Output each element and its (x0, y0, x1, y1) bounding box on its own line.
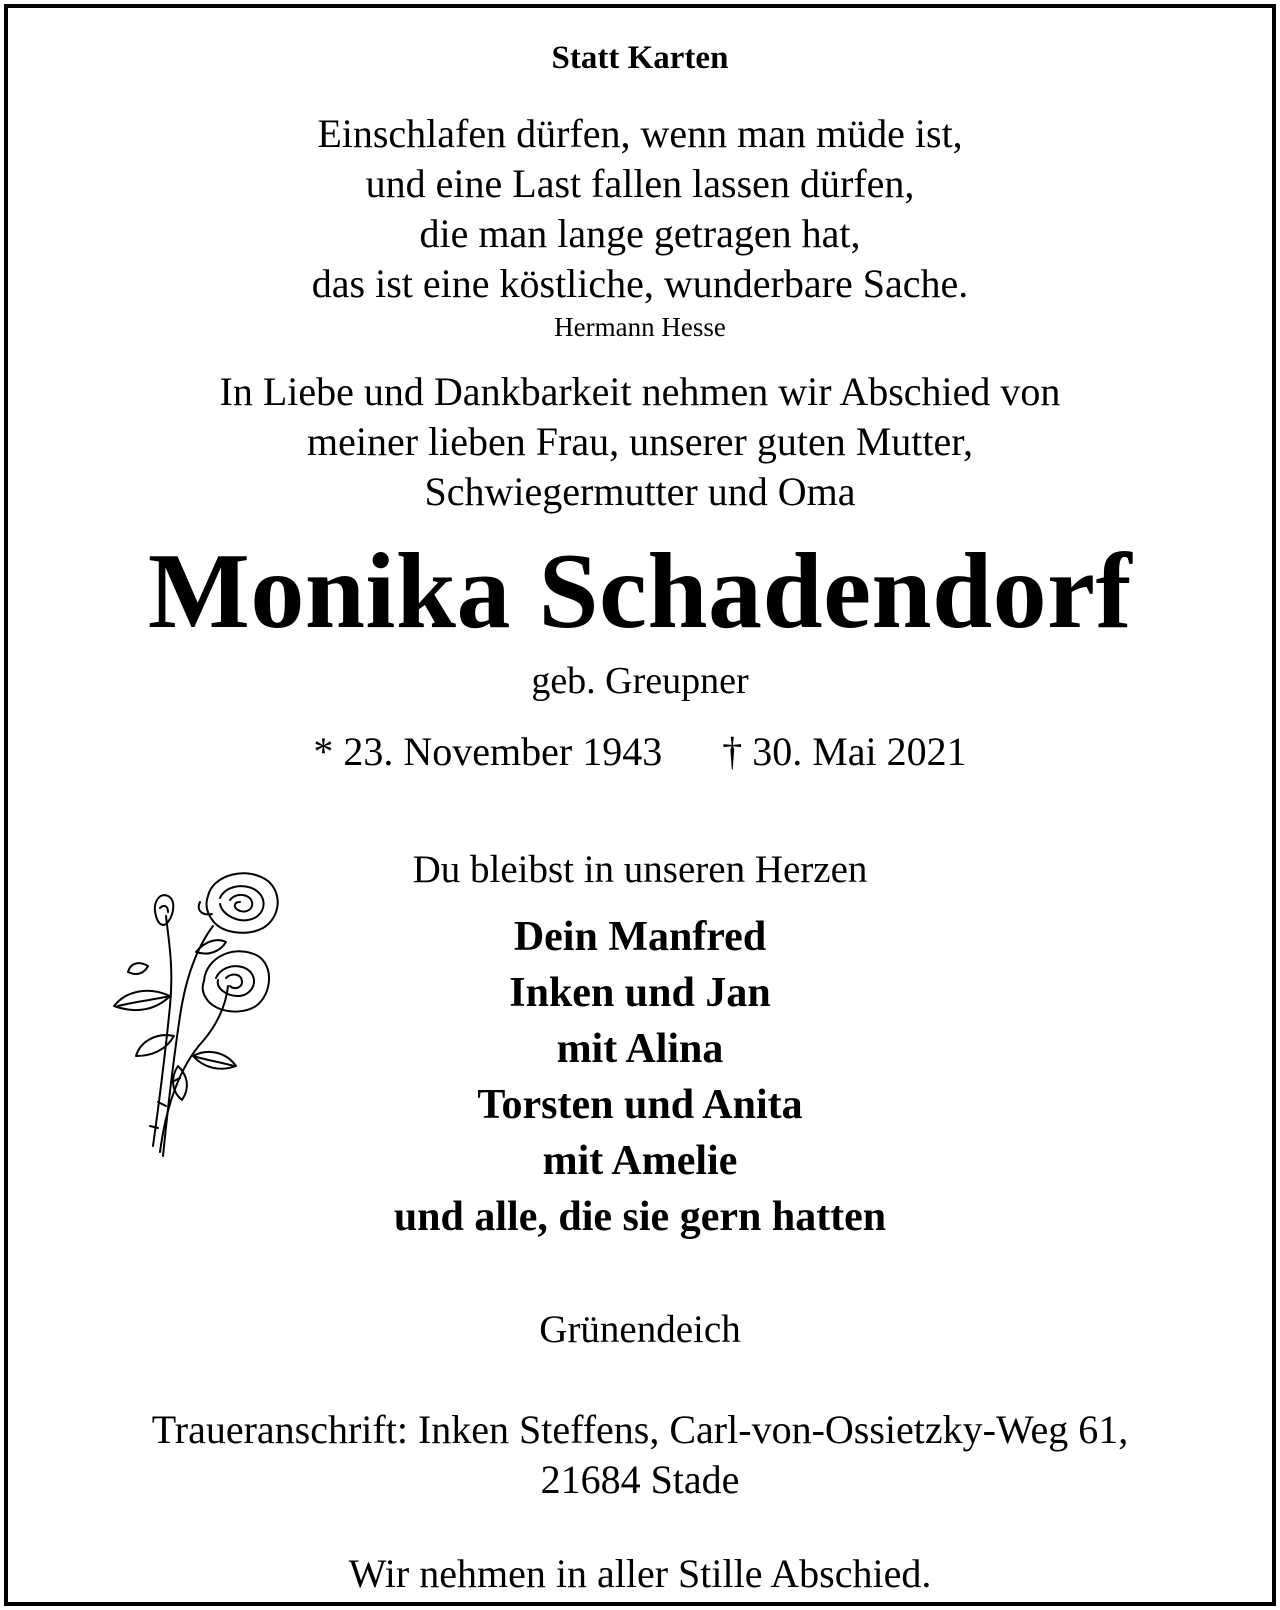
family-line-4: Torsten und Anita (477, 1082, 803, 1128)
intro-line-3: Schwiegermutter und Oma (424, 469, 856, 514)
birth-date: * 23. November 1943 (313, 729, 663, 774)
family-line-2: Inken und Jan (509, 970, 771, 1016)
place-name: Grünendeich (539, 1308, 741, 1351)
maiden-name: geb. Greupner (531, 660, 749, 702)
intro-line-2: meiner lieben Frau, unserer guten Mutter, (307, 419, 973, 464)
address-line-2: 21684 Stade (540, 1457, 740, 1502)
poem-line-3: die man lange getragen hat, (419, 211, 861, 256)
poem-author: Hermann Hesse (554, 312, 726, 342)
intro-line-1: In Liebe und Dankbarkeit nehmen wir Abschied von (219, 369, 1061, 414)
family-line-3: mit Alina (556, 1026, 724, 1072)
address-line-1: Traueranschrift: Inken Steffens, Carl-von-Ossietzky-Weg 61, (151, 1407, 1129, 1452)
deceased-name: Monika Schadendorf (147, 532, 1133, 651)
family-line-6: und alle, die sie gern hatten (393, 1194, 887, 1240)
farewell-line: Wir nehmen in aller Stille Abschied. (348, 1551, 932, 1596)
heart-line: Du bleibst in unseren Herzen (412, 848, 868, 891)
life-dates (8, 729, 1272, 774)
family-line-1: Dein Manfred (513, 914, 767, 960)
family-line-5: mit Amelie (542, 1138, 738, 1184)
poem-line-1: Einschlafen dürfen, wenn man müde ist, (317, 111, 963, 156)
poem-line-2: und eine Last fallen lassen dürfen, (365, 161, 915, 206)
obituary-notice (4, 4, 1276, 1606)
death-date: † 30. Mai 2021 (722, 729, 967, 774)
statt-karten-heading: Statt Karten (551, 40, 729, 76)
poem-line-4: das ist eine köstliche, wunderbare Sache. (311, 261, 969, 306)
